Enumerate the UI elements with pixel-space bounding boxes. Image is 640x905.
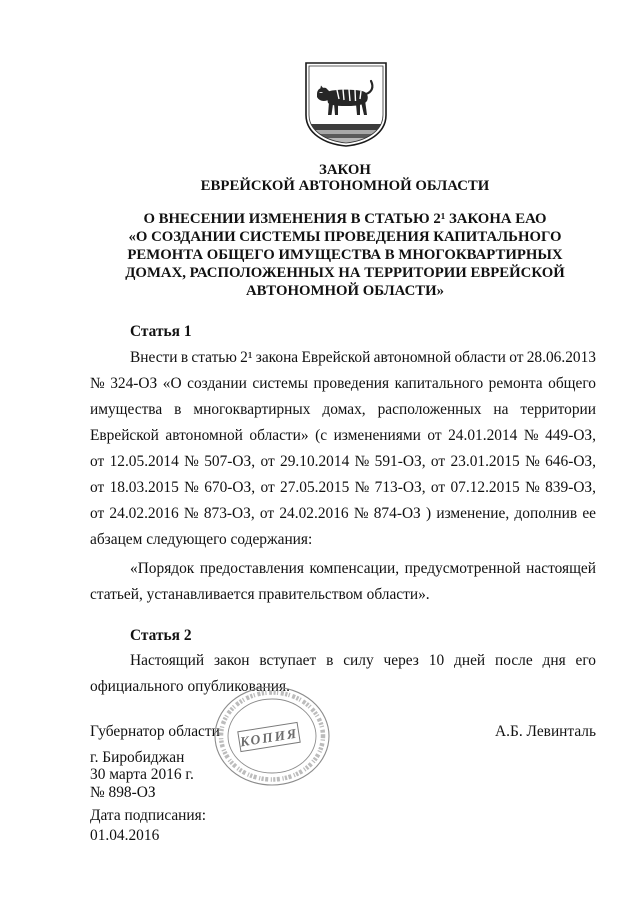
- coat-of-arms-icon: [304, 61, 388, 147]
- law-label: ЗАКОН: [319, 162, 371, 178]
- paragraph-line: абзацем следующего содержания:: [90, 531, 313, 548]
- copy-stamp: [212, 684, 332, 788]
- article-2-heading: Статья 2: [130, 627, 192, 644]
- paragraph-line: № 324-ОЗ «О создании системы проведения капитального ремонта общего: [90, 375, 596, 392]
- paragraph-line: от 18.03.2015 № 670-ОЗ, от 27.05.2015 № 713-ОЗ, от 07.12.2015 № 839-ОЗ,: [90, 479, 596, 496]
- paragraph-line: «Порядок предоставления компенсации, предусмотренной настоящей: [130, 560, 596, 577]
- title-line: АВТОНОМНОЙ ОБЛАСТИ»: [245, 283, 445, 299]
- signing-city: г. Биробиджан: [90, 749, 185, 766]
- paragraph-line: имущества в многоквартирных домах, расположенных на территории: [90, 401, 596, 418]
- paragraph-line: Настоящий закон вступает в силу через 10 дней после дня его: [130, 652, 596, 669]
- signatory-position: Губернатор области: [90, 723, 220, 740]
- title-line: О ВНЕСЕНИИ ИЗМЕНЕНИЯ В СТАТЬЮ 2¹ ЗАКОНА ЕАО: [143, 211, 547, 227]
- title-line: РЕМОНТА ОБЩЕГО ИМУЩЕСТВА В МНОГОКВАРТИРНЫХ: [127, 247, 563, 263]
- stamp-label: КОПИЯ: [238, 725, 300, 750]
- law-number: № 898-ОЗ: [90, 784, 156, 801]
- law-date: 30 марта 2016 г.: [90, 766, 194, 783]
- paragraph-line: от 12.05.2014 № 507-ОЗ, от 29.10.2014 № 591-ОЗ, от 23.01.2015 № 646-ОЗ,: [90, 453, 596, 470]
- title-line: ДОМАХ, РАСПОЛОЖЕННЫХ НА ТЕРРИТОРИИ ЕВРЕЙСКОЙ: [125, 265, 565, 281]
- signatory-name: А.Б. Левинталь: [495, 723, 596, 740]
- paragraph-line: от 24.02.2016 № 873-ОЗ, от 24.02.2016 № 874-ОЗ ) изменение, дополнив ее: [90, 505, 596, 522]
- paragraph-line: Еврейской автономной области» (с изменениями от 24.01.2014 № 449-ОЗ,: [90, 427, 596, 444]
- region-name: ЕВРЕЙСКОЙ АВТОНОМНОЙ ОБЛАСТИ: [200, 178, 490, 194]
- paragraph-line: официального опубликования.: [90, 678, 290, 695]
- paragraph-line: статьей, устанавливается правительством области».: [90, 586, 430, 603]
- title-line: «О СОЗДАНИИ СИСТЕМЫ ПРОВЕДЕНИЯ КАПИТАЛЬНОГО: [128, 229, 562, 245]
- signed-date-label: Дата подписания:: [90, 807, 206, 824]
- paragraph-line: Внести в статью 2¹ закона Еврейской автономной области от 28.06.2013: [130, 349, 596, 366]
- signed-date-value: 01.04.2016: [90, 827, 160, 844]
- article-1-heading: Статья 1: [130, 323, 192, 340]
